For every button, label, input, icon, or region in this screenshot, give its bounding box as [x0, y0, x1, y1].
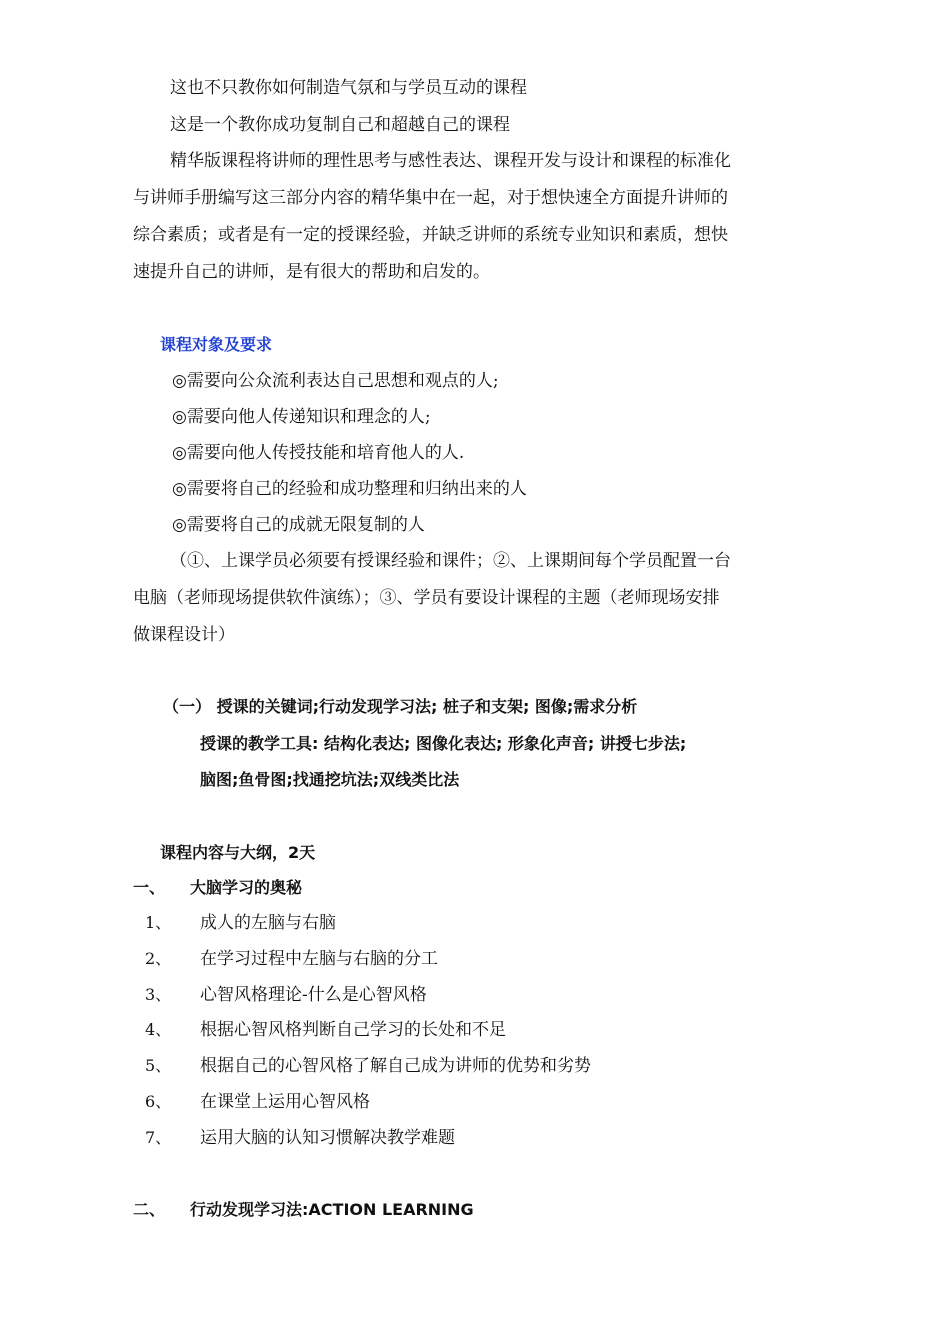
outline-item: 根据心智风格判断自己学习的长处和不足 [200, 1020, 506, 1040]
intro-line-2: 这是一个教你成功复制自己和超越自己的课程 [170, 115, 510, 135]
requirement-line-2: 电脑（老师现场提供软件演练）；③、学员有要设计课程的主题（老师现场安排 [133, 588, 720, 608]
audience-item: ◎需要将自己的成就无限复制的人 [172, 515, 425, 535]
intro-para-line-3: 综合素质；或者是有一定的授课经验，并缺乏讲师的系统专业知识和素质，想快 [133, 225, 728, 245]
outline-item: 成人的左脑与右脑 [200, 913, 336, 933]
keywords-line-2: 授课的教学工具: 结构化表达; 图像化表达; 形象化声音; 讲授七步法; [200, 734, 687, 753]
outline-item: 根据自己的心智风格了解自己成为讲师的优势和劣势 [200, 1056, 591, 1076]
item-number: 1、 [145, 913, 172, 932]
section-title: 大脑学习的奥秘 [190, 878, 303, 897]
section-number: 二、 [133, 1200, 166, 1219]
intro-para-line-1: 精华版课程将讲师的理性思考与感性表达、课程开发与设计和课程的标准化 [170, 151, 731, 171]
keywords-line-3: 脑图;鱼骨图;找通挖坑法;双线类比法 [200, 770, 460, 789]
section-title: 行动发现学习法:ACTION LEARNING [190, 1200, 474, 1219]
section-number: 一、 [133, 878, 166, 897]
audience-item: ◎需要向他人传递知识和理念的人; [172, 407, 431, 427]
item-number: 5、 [145, 1056, 172, 1075]
outline-item: 运用大脑的认知习惯解决教学难题 [200, 1128, 455, 1148]
item-number: 4、 [145, 1020, 172, 1039]
audience-item: ◎需要向公众流利表达自己思想和观点的人; [172, 371, 499, 391]
item-number: 6、 [145, 1092, 172, 1111]
item-number: 7、 [145, 1128, 172, 1147]
outline-item: 在学习过程中左脑与右脑的分工 [200, 949, 438, 969]
requirement-line-1: （①、上课学员必须要有授课经验和课件；②、上课期间每个学员配置一台 [170, 551, 731, 571]
audience-item: ◎需要向他人传授技能和培育他人的人. [172, 443, 465, 463]
intro-para-line-2: 与讲师手册编写这三部分内容的精华集中在一起，对于想快速全方面提升讲师的 [133, 188, 728, 208]
audience-heading: 课程对象及要求 [160, 335, 273, 354]
intro-para-line-4: 速提升自己的讲师，是有很大的帮助和启发的。 [133, 262, 490, 282]
intro-line-1: 这也不只教你如何制造气氛和与学员互动的课程 [170, 78, 527, 98]
keywords-line-1: （一） 授课的关键词;行动发现学习法; 桩子和支架; 图像;需求分析 [163, 697, 638, 716]
audience-item: ◎需要将自己的经验和成功整理和归纳出来的人 [172, 479, 527, 499]
outline-item: 在课堂上运用心智风格 [200, 1092, 370, 1112]
outline-item: 心智风格理论-什么是心智风格 [200, 985, 427, 1005]
item-number: 3、 [145, 985, 172, 1004]
item-number: 2、 [145, 949, 172, 968]
requirement-line-3: 做课程设计） [133, 625, 235, 645]
outline-title: 课程内容与大纲，2天 [160, 843, 316, 862]
